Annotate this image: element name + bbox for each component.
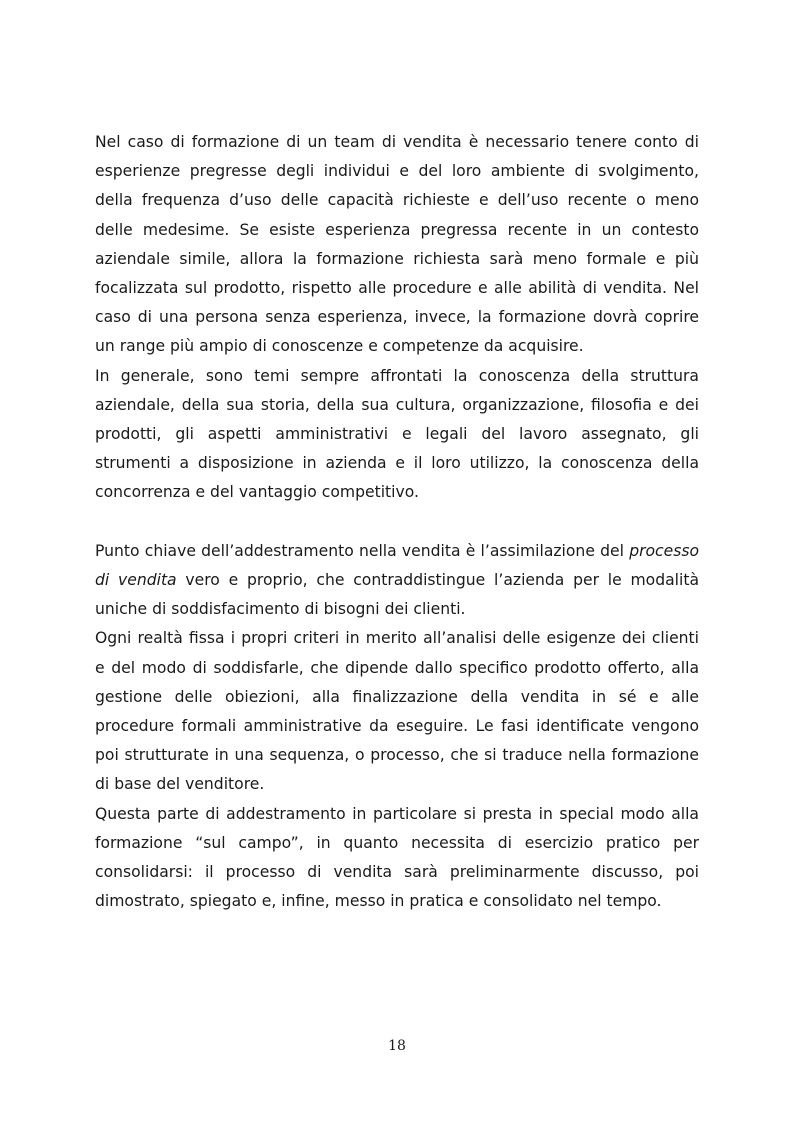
body-text: [95, 128, 699, 916]
paragraph-team-training: Nel caso di formazione di un team di vendita è necessario tenere conto di esperienze pregresse degli individui e del loro ambiente di svolgimento, della frequenza d’uso delle capacità richieste e dell’uso recente o meno delle medesime. Se esiste esperienza pregressa recente in un contesto aziendale simile, allora la formazione richiesta sarà meno formale e più focalizzata sul prodotto, rispetto alle procedure e alle abilità di vendita. Nel caso di una persona senza esperienza, invece, la formazione dovrà coprire un range più ampio di conoscenze e competenze da acquisire.: [95, 133, 699, 356]
sales-process-emphasis: processo di vendita: [95, 541, 699, 590]
page-number: 18: [388, 1038, 406, 1054]
paragraph-gap: [95, 508, 699, 537]
sales-process-text-start: Punto chiave dell’addestramento nella vendita è l’assimilazione del: [95, 541, 630, 560]
paragraph-criteria: Ogni realtà fissa i propri criteri in merito all’analisi delle esigenze dei clienti e del modo di soddisfarle, che dipende dallo specifico prodotto offerto, alla gestione delle obiezioni, alla finalizzazione della vendita in sé e alle procedure formali amministrative da eseguire. Le fasi identificate vengono poi strutturate in una sequenza, o processo, che si traduce nella formazione di base del venditore.: [95, 629, 699, 794]
paragraph-general-topics: In generale, sono temi sempre affrontati la conoscenza della struttura aziendale, della sua storia, della sua cultura, organizzazione, filosofia e dei prodotti, gli aspetti amministrativi e legali del lavoro assegnato, gli strumenti a disposizione in azienda e il loro utilizzo, la conoscenza della concorrenza e del vantaggio competitivo.: [95, 366, 699, 502]
paragraph-field-training: Questa parte di addestramento in particolare si presta in special modo alla formazione “sul campo”, in quanto necessita di esercizio pratico per consolidarsi: il processo di vendita sarà preliminarmente discusso, poi dimostrato, spiegato e, infine, messo in pratica e consolidato nel tempo.: [95, 804, 699, 911]
sales-process-text-end: vero e proprio, che contraddistingue l’azienda per le modalità uniche di soddisfacimento di bisogni dei clienti.: [95, 571, 700, 619]
paragraph-sales-process: [95, 537, 699, 625]
